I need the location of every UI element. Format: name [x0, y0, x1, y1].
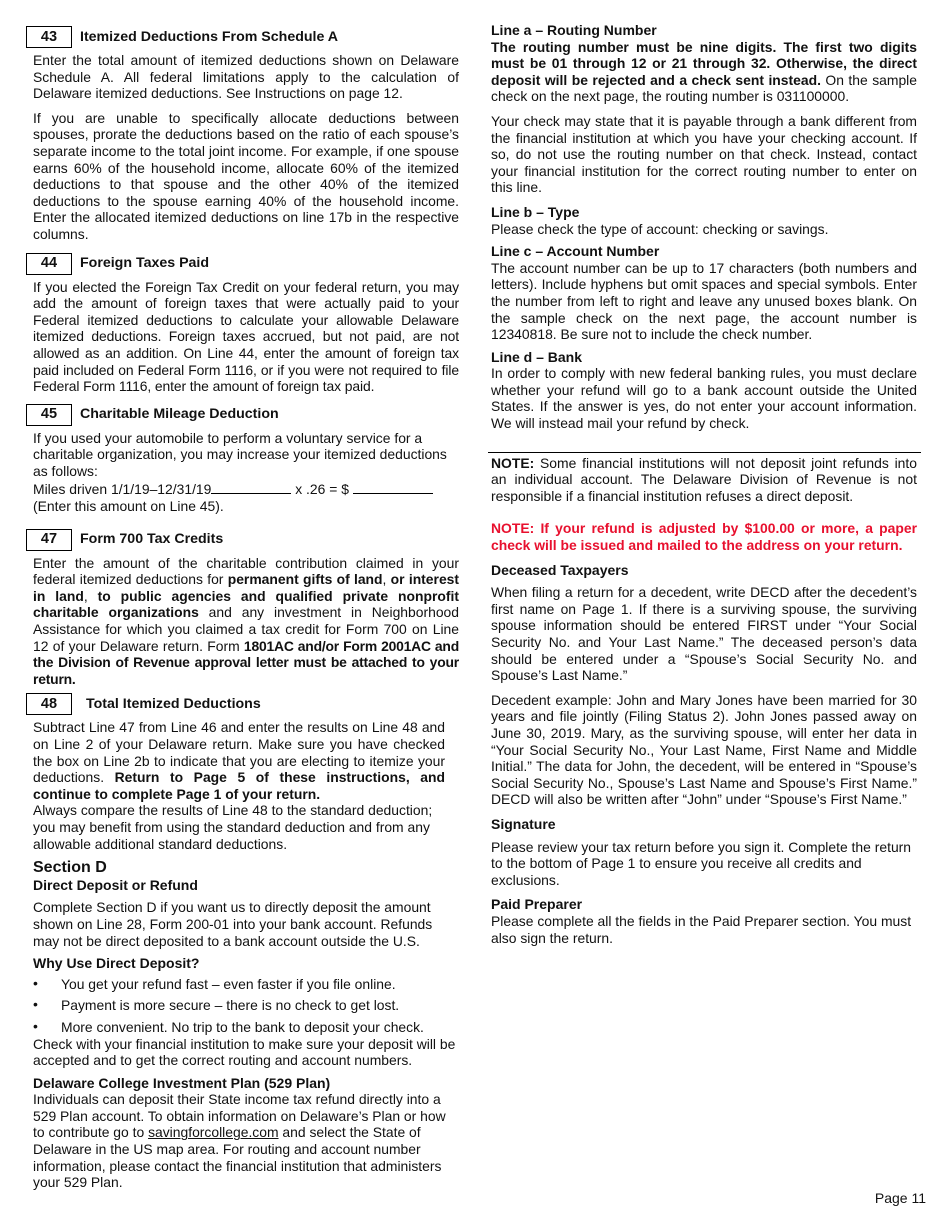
- line-b-heading: Line b – Type: [491, 203, 580, 220]
- line-number-box: 45: [26, 404, 72, 426]
- bold-text: Return to Page 5 of these instructions, and continue to complete Page 1 of your return.: [33, 769, 445, 802]
- paragraph: If you elected the Foreign Tax Credit on your federal return, you may add the amount of foreign taxes that were actually paid to your Federal itemized deductions to calculate your allowable Delaware itemized deductions. Foreign taxes accrued, but not paid, are not allowed as an addition. On Line 44, enter the amount of foreign tax paid included on Federal Form 1116, or if you were not required to file Federal Form 1116, enter the amount of foreign tax paid.: [33, 278, 459, 395]
- paragraph: In order to comply with new federal banking rules, you must declare whether your refund will go to a bank account outside the United States. If the answer is yes, do not enter your account information. We will instead mail your refund by check.: [491, 365, 917, 432]
- line-number-box: 48: [26, 693, 72, 715]
- text: and any investment in Neighborhood Assistance for which you claimed a tax credit for Form 700 on Line 12 of your Delaware return. Form: [33, 604, 459, 654]
- section-title: Total Itemized Deductions: [86, 696, 261, 713]
- text: On the sample check on the next page, the routing number is 031100000.: [491, 71, 917, 105]
- paragraph: The account number can be up to 17 characters (both numbers and letters). Include hyphens but omit spaces and special symbols. Enter the number from left to right and leave any unused boxes blank. On the sample check on the next page, the account number is 12340818. Be sure not to include the check number.: [491, 259, 917, 343]
- paragraph: [491, 39, 917, 105]
- list-item: • More convenient. No trip to the bank to deposit your check.: [33, 1019, 459, 1036]
- college-plan-heading: Delaware College Investment Plan (529 Plan): [33, 1074, 331, 1091]
- line-number-box: 47: [26, 529, 72, 551]
- savingforcollege-link[interactable]: savingforcollege.com: [148, 1124, 279, 1141]
- section-title: Form 700 Tax Credits: [80, 531, 224, 548]
- bold-text: or interest in land: [33, 571, 460, 604]
- line-a-heading: Line a – Routing Number: [491, 22, 657, 38]
- section-48-header: [33, 693, 459, 715]
- paragraph: Enter the total amount of itemized deductions shown on Delaware Schedule A. All federal limitations apply to the calculation of Delaware itemized deductions. See Instructions on page 12.: [33, 52, 459, 102]
- rate-text: x .26 = $: [295, 481, 349, 498]
- section-47-header: [33, 529, 459, 551]
- section-d-subtitle: Direct Deposit or Refund: [33, 876, 198, 893]
- section-title: Foreign Taxes Paid: [80, 255, 210, 272]
- bold-text: permanent gifts of land: [227, 571, 383, 588]
- paragraph: Please review your tax return before you sign it. Complete the return to the bottom of Page 1 to ensure you receive all credits and exclusions.: [491, 838, 912, 888]
- why-direct-deposit-heading: Why Use Direct Deposit?: [33, 955, 200, 972]
- text: Some financial institutions will not deposit joint refunds into an individual account. The Delaware Division of Revenue is not responsible if a financial institution refuses a direct deposit.: [491, 454, 917, 504]
- line-number-box: 43: [26, 26, 72, 48]
- paragraph: Please check the type of account: checking or savings.: [491, 220, 829, 237]
- line-d-heading: Line d – Bank: [491, 348, 583, 365]
- page-number: Page 11: [874, 1190, 926, 1206]
- section-title: Itemized Deductions From Schedule A: [80, 28, 339, 45]
- bold-text: 1801AC and/or Form 2001AC and the Division of Revenue approval letter must be attached to your return.: [33, 637, 459, 687]
- text: Subtract Line 47 from Line 46 and enter the results on Line 48 and on Line 2 of your Delaware return. Make sure you have checked the box on Line 2b to indicate that you are electing to itemize your deductions.: [33, 719, 445, 786]
- note-label: NOTE:: [491, 454, 535, 471]
- paragraph: [33, 555, 459, 688]
- enter-note: (Enter this amount on Line 45).: [33, 498, 224, 515]
- line-number-box: 44: [26, 253, 72, 275]
- paragraph: Please complete all the fields in the Paid Preparer section. You must also sign the return.: [491, 912, 912, 946]
- paragraph: Always compare the results of Line 48 to the standard deduction; you may benefit from using the standard deduction and from any allowable additional standard deductions.: [33, 802, 433, 852]
- paragraph: Decedent example: John and Mary Jones have been married for 30 years and file jointly (Filing Status 2). John Jones passed away on June 30, 2019. Mary, as the surviving spouse, will enter her data in “Your Social Security No., Your Last Name, First Name and Middle Initial.” The data for John, the decedent, will be entered in “Spouse’s Social Security No., Spouse’s Last Name and Spouse’s First Name.” DECD will also be written after “John” under “Spouse’s First Name.”: [491, 691, 917, 808]
- note-paragraph: [491, 455, 917, 505]
- line-c-heading: Line c – Account Number: [491, 243, 660, 260]
- right-column: [491, 22, 917, 946]
- paragraph: Check with your financial institution to make sure your deposit will be accepted and to get the correct routing and account numbers.: [33, 1035, 456, 1069]
- benefits-list: [33, 976, 459, 1036]
- text: Individuals can deposit their State income tax refund directly into a 529 Plan account. To obtain information on Delaware’s Plan or how to contribute go to: [33, 1091, 446, 1141]
- left-column: [33, 22, 459, 1191]
- bold-text: The routing number must be nine digits. The first two digits must be 01 through 12 or 21 through 32. Otherwise, the direct deposit will be rejected and a check sent instead.: [491, 38, 917, 88]
- section-43-header: [33, 26, 459, 48]
- paragraph: [33, 1091, 448, 1191]
- bold-text: to public agencies and qualified private nonprofit charitable organizations: [33, 587, 460, 621]
- paragraph: If you are unable to specifically allocate deductions between spouses, prorate the deductions based on the ratio of each spouse’s separate income to the total joint income. For example, if one spouse earns 60% of the household income, allocate 60% of the itemized deductions to that spouse and the other 40% of the itemized deductions to the spouse earning 40% of the household income. Enter the allocated itemized deductions on line 17b in the respective columns.: [33, 109, 459, 242]
- paragraph: Your check may state that it is payable through a bank different from the financial institution at which you have your checking account. If so, do not use the routing number on that check. Instead, contact your financial institution for the correct routing number to enter on this line.: [491, 112, 917, 196]
- section-44-header: [33, 253, 459, 275]
- text: and select the State of Delaware in the US map area. For routing and account number information, please contact the financial institution that administers your 529 Plan.: [33, 1124, 442, 1191]
- signature-heading: Signature: [491, 815, 556, 832]
- section-title: Charitable Mileage Deduction: [80, 406, 279, 423]
- refund-adjusted-note: NOTE: If your refund is adjusted by $100.00 or more, a paper check will be issued and mailed to the address on your return.: [491, 520, 917, 554]
- mileage-line: [33, 480, 459, 498]
- paragraph: When filing a return for a decedent, write DECD after the decedent’s first name on Page 1. If there is a surviving spouse, the surviving spouse information should be entered FIRST under “Your Social Security No. and Your Last Name.” The deceased person’s data should be entered under a “Spouse’s Social Security No. and Spouse’s Last Name.”: [491, 584, 917, 684]
- paid-preparer-heading: Paid Preparer: [491, 896, 583, 913]
- list-item: • Payment is more secure – there is no check to get lost.: [33, 997, 459, 1014]
- section-45-header: [33, 404, 459, 426]
- divider: [488, 452, 921, 453]
- deceased-heading: Deceased Taxpayers: [491, 561, 629, 578]
- paragraph: If you used your automobile to perform a voluntary service for a charitable organization, you may increase your itemized deductions as follows:: [33, 429, 447, 479]
- text: ,: [83, 587, 98, 604]
- section-d-title: Section D: [33, 859, 107, 877]
- text: ,: [382, 571, 391, 588]
- amount-blank: [353, 480, 433, 494]
- miles-blank: [211, 480, 291, 494]
- paragraph: [33, 719, 445, 802]
- paragraph: Complete Section D if you want us to directly deposit the amount shown on Line 28, Form 200-01 into your bank account. Refunds may not be direct deposited to a bank account outside the U.S.: [33, 899, 433, 949]
- text: Enter the amount of the charitable contribution claimed in your federal itemized deductions for: [33, 554, 459, 588]
- list-item: • You get your refund fast – even faster if you file online.: [33, 976, 459, 993]
- miles-label: Miles driven 1/1/19–12/31/19: [33, 481, 212, 498]
